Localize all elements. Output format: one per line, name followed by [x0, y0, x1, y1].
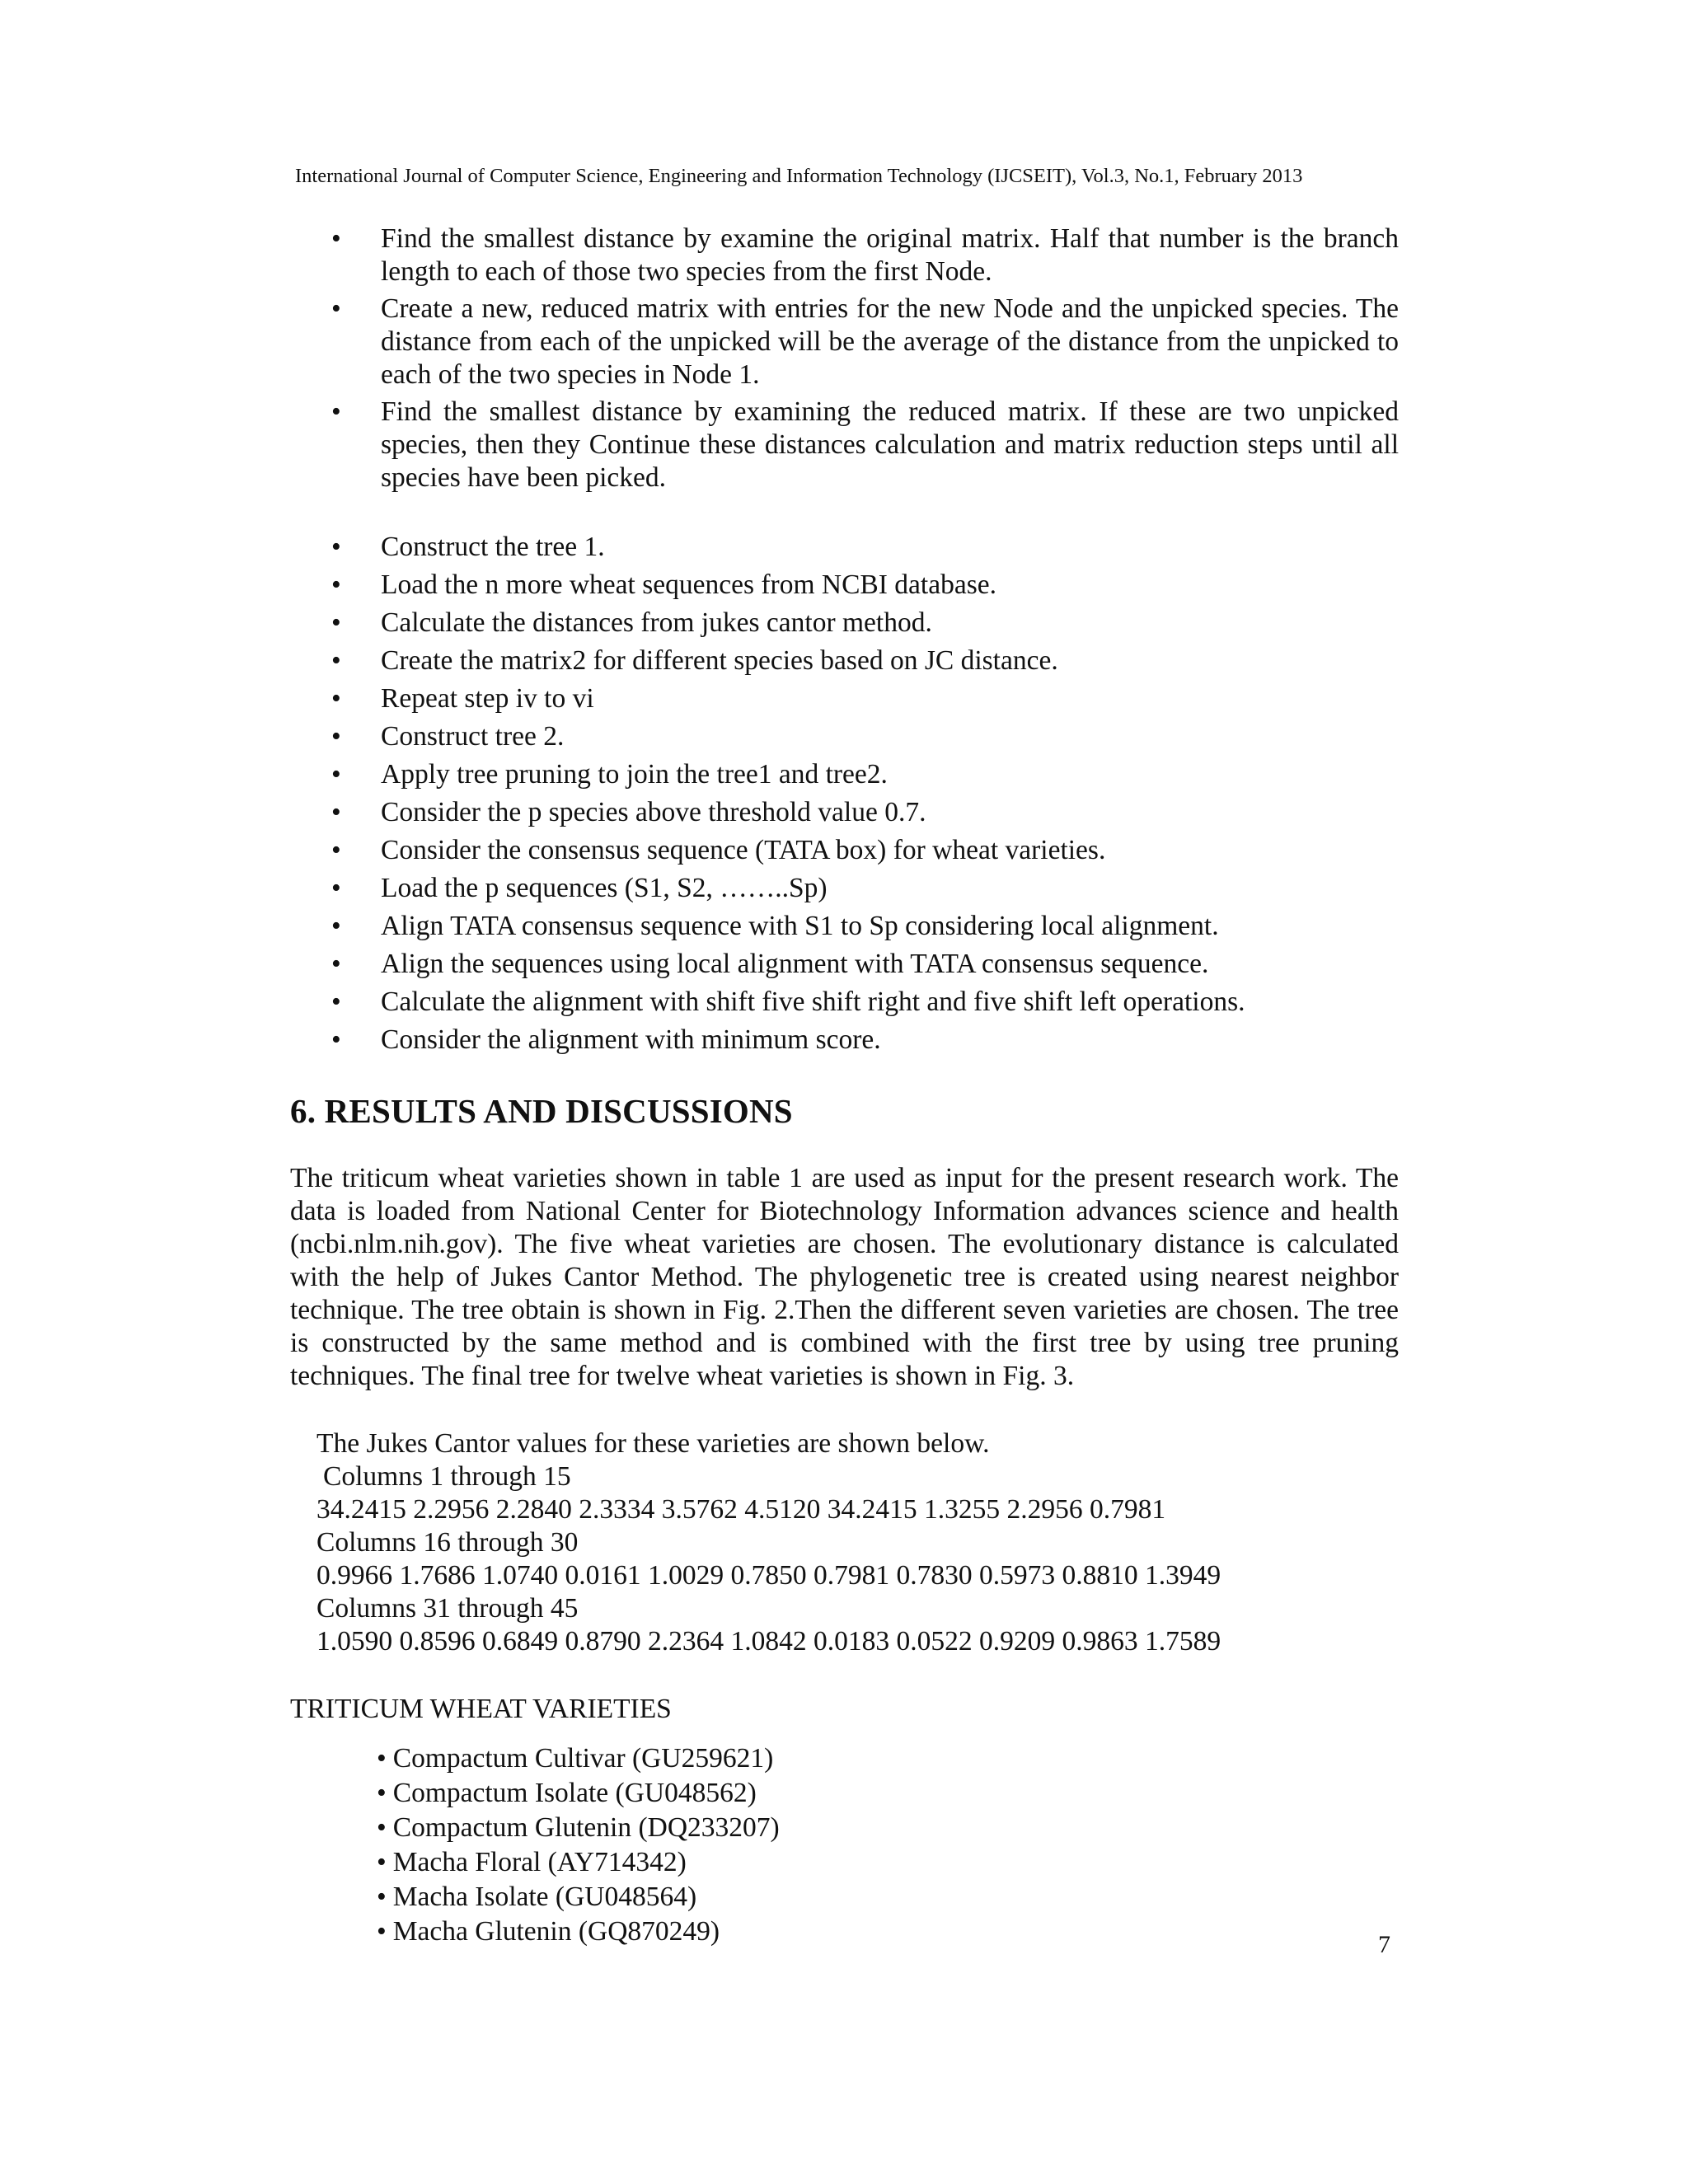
bullet-icon: • — [377, 1847, 387, 1877]
list-item-text: Construct tree 2. — [381, 721, 565, 752]
list-item — [290, 644, 1399, 677]
columns-heading: Columns 31 through 45 — [316, 1593, 579, 1624]
list-item-text: Create the matrix2 for different species based on JC distance. — [381, 645, 1058, 676]
bullet-icon: • — [377, 1916, 387, 1947]
list-item — [377, 1846, 1399, 1879]
jukes-cantor-values — [316, 1427, 1399, 1658]
list-item — [290, 531, 1399, 564]
bullet-icon: • — [331, 835, 341, 865]
values-row: 0.9966 1.7686 1.0740 0.0161 1.0029 0.7850 0.7981 0.7830 0.5973 0.8810 1.3949 — [316, 1560, 1221, 1591]
bullet-icon: • — [331, 721, 341, 752]
list-item-text: Consider the consensus sequence (TATA box) for wheat varieties. — [381, 835, 1106, 865]
list-item-text: Calculate the alignment with shift five shift right and five shift left operations. — [381, 987, 1245, 1017]
list-item-text: Apply tree pruning to join the tree1 and tree2. — [381, 759, 888, 790]
bullet-icon: • — [331, 683, 341, 714]
page-body — [290, 223, 1399, 1950]
list-item-text: Create a new, reduced matrix with entries for the new Node and the unpicked species. The distance from each of the unpicked will be the average of the distance from the unpicked to each of the two species in Node 1. — [381, 293, 1399, 390]
bullet-icon: • — [377, 1882, 387, 1912]
algorithm-steps-list-2 — [290, 531, 1399, 1057]
list-item — [290, 948, 1399, 981]
list-item — [377, 1742, 1399, 1775]
list-item-text: Load the p sequences (S1, S2, ……..Sp) — [381, 873, 828, 903]
list-item — [290, 758, 1399, 791]
bullet-icon: • — [377, 1743, 387, 1774]
bullet-icon: • — [331, 911, 341, 941]
section-heading: 6. RESULTS AND DISCUSSIONS — [290, 1092, 793, 1130]
list-item-text: Construct the tree 1. — [381, 532, 605, 562]
list-item-text: Compactum Cultivar (GU259621) — [392, 1743, 774, 1774]
list-item — [290, 796, 1399, 829]
list-item-text: Compactum Isolate (GU048562) — [392, 1778, 757, 1808]
bullet-icon: • — [331, 873, 341, 903]
values-row: 1.0590 0.8596 0.6849 0.8790 2.2364 1.0842 0.0183 0.0522 0.9209 0.9863 1.7589 — [316, 1626, 1221, 1657]
list-item-text: Align the sequences using local alignment with TATA consensus sequence. — [381, 949, 1209, 979]
list-item-text: Find the smallest distance by examining the reduced matrix. If these are two unpicked species, then they Continue these distances calculation and matrix reduction steps until all species have been picked. — [381, 396, 1399, 493]
list-item-text: Consider the p species above threshold value 0.7. — [381, 797, 926, 827]
bullet-icon: • — [331, 987, 341, 1017]
list-item — [377, 1915, 1399, 1948]
running-header: International Journal of Computer Science, Engineering and Information Technology (IJCSEIT), Vol.3, No.1, February 2013 — [295, 165, 1303, 187]
bullet-icon: • — [331, 607, 341, 638]
list-item-text: Repeat step iv to vi — [381, 683, 594, 714]
list-item — [290, 223, 1399, 288]
list-item — [290, 1024, 1399, 1057]
list-item-text: Load the n more wheat sequences from NCBI database. — [381, 569, 996, 600]
bullet-icon: • — [331, 949, 341, 979]
list-item — [290, 569, 1399, 602]
page-number: 7 — [1378, 1931, 1390, 1958]
list-item — [290, 607, 1399, 640]
results-paragraph: The triticum wheat varieties shown in table 1 are used as input for the present research work. The data is loaded from National Center for Biotechnology Information advances science and health (ncbi.nlm.nih.gov). The five wheat varieties are chosen. The evolutionary distance is calculated with the help of Jukes Cantor Method. The phylogenetic tree is created using nearest neighbor technique. The tree obtain is shown in Fig. 2.Then the different seven varieties are chosen. The tree is constructed by the same method and is combined with the first tree by using tree pruning techniques. The final tree for twelve wheat varieties is shown in Fig. 3. — [290, 1163, 1399, 1391]
values-row: 34.2415 2.2956 2.2840 2.3334 3.5762 4.5120 34.2415 1.3255 2.2956 0.7981 — [316, 1494, 1166, 1525]
bullet-icon: • — [331, 759, 341, 790]
list-item — [290, 396, 1399, 494]
list-item — [290, 986, 1399, 1019]
bullet-icon: • — [377, 1778, 387, 1808]
bullet-icon: • — [331, 293, 341, 324]
list-item-text: Find the smallest distance by examine the original matrix. Half that number is the branch length to each of those two species from the first Node. — [381, 223, 1399, 287]
columns-heading: Columns 1 through 15 — [323, 1461, 571, 1492]
list-item-text: Align TATA consensus sequence with S1 to Sp considering local alignment. — [381, 911, 1219, 941]
jukes-cantor-intro: The Jukes Cantor values for these varieties are shown below. — [316, 1428, 990, 1459]
bullet-icon: • — [331, 569, 341, 600]
list-item — [377, 1777, 1399, 1810]
list-item — [290, 720, 1399, 753]
bullet-icon: • — [331, 1024, 341, 1055]
bullet-icon: • — [331, 223, 341, 254]
list-item — [290, 293, 1399, 391]
algorithm-steps-list-1 — [290, 223, 1399, 494]
list-item — [290, 834, 1399, 867]
list-item-text: Consider the alignment with minimum score. — [381, 1024, 881, 1055]
list-item-text: Macha Isolate (GU048564) — [392, 1882, 697, 1912]
bullet-icon: • — [331, 645, 341, 676]
bullet-icon: • — [331, 797, 341, 827]
list-item — [377, 1881, 1399, 1914]
bullet-icon: • — [377, 1812, 387, 1843]
varieties-heading: TRITICUM WHEAT VARIETIES — [290, 1694, 672, 1724]
list-item — [290, 910, 1399, 943]
wheat-varieties-list — [377, 1742, 1399, 1948]
list-item-text: Calculate the distances from jukes cantor method. — [381, 607, 932, 638]
bullet-icon: • — [331, 532, 341, 562]
list-item-text: Macha Floral (AY714342) — [392, 1847, 687, 1877]
list-item — [377, 1811, 1399, 1844]
bullet-icon: • — [331, 396, 341, 427]
list-item — [290, 682, 1399, 715]
list-item-text: Compactum Glutenin (DQ233207) — [392, 1812, 780, 1843]
list-item-text: Macha Glutenin (GQ870249) — [392, 1916, 720, 1947]
list-item — [290, 872, 1399, 905]
columns-heading: Columns 16 through 30 — [316, 1527, 579, 1558]
